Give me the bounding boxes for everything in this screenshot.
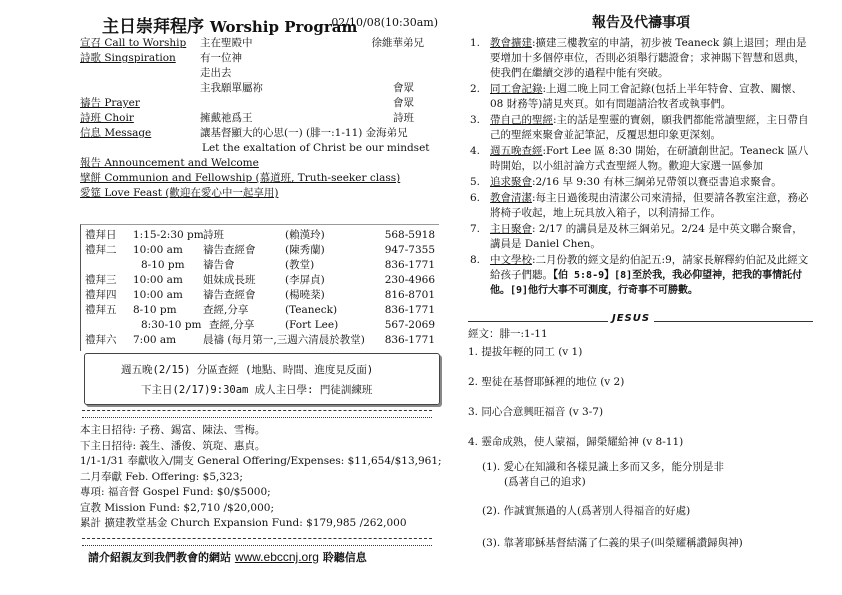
program-content: 讓基督顯大的心思(一) (腓一:1-11) 金海弟兄: [200, 127, 408, 139]
schedule-event: 查經,分享: [203, 304, 249, 316]
schedule-leader: (楊曉棻): [285, 289, 325, 301]
item-body: :2/16 早 9:30 有林三綱弟兄帶領以賽亞書追求聚會。: [532, 176, 782, 188]
schedule-event: 禱告查經會: [203, 244, 256, 256]
announcement-item: [468, 36, 813, 81]
program-item: 報告 Announcement and Welcome: [80, 157, 259, 169]
program-list: [80, 36, 438, 201]
schedule-row: [85, 333, 439, 347]
program-row: [80, 66, 438, 80]
program-item: 詩歌 Singspiration: [80, 52, 176, 64]
announcement-item: [468, 113, 813, 143]
sermon-point: 3. 同心合意興旺福音 (v 3-7): [468, 406, 604, 418]
sermon-subpoint: [482, 504, 690, 519]
schedule-time: 8:30-10 pm: [141, 319, 202, 331]
item-number: 4.: [470, 145, 481, 157]
subpoint-line: (爲著自己的追求): [504, 476, 586, 488]
item-heading: 主日聚會: [490, 223, 532, 235]
info-line: 下主日招待: 義生、潘俊、筑琁、惠貞。: [80, 439, 266, 452]
subpoint-line: (1). 愛心在知識和各樣見識上多而又多，能分別是非: [482, 461, 725, 473]
item-number: 2.: [470, 83, 481, 95]
announcement-item: [468, 144, 813, 174]
schedule-phone: 816-8701: [384, 289, 435, 301]
item-number: 6.: [470, 192, 481, 204]
schedule-day: 禮拜二: [85, 244, 117, 256]
announcement-item: [468, 222, 813, 252]
announcements-title: 報告及代禱事項: [592, 15, 690, 31]
schedule-row: [85, 228, 439, 242]
schedule-phone: 230-4966: [384, 274, 435, 286]
program-content: 有一位神: [200, 52, 242, 64]
program-item: 愛筵 Love Feast (歡迎在愛心中一起享用): [80, 187, 279, 199]
schedule-phone: 947-7355: [384, 244, 435, 256]
info-line: 專項: 福音督 Gospel Fund: $0/$5000;: [80, 486, 271, 498]
announcement-item: [468, 82, 813, 112]
program-row: [80, 81, 438, 95]
footer: [88, 549, 367, 565]
program-item: 禱告 Prayer: [80, 97, 140, 109]
announcement-list: [468, 36, 813, 299]
item-number: 3.: [470, 114, 481, 126]
program-content: 擁戴祂爲王: [200, 112, 253, 124]
item-heading: 同工會記錄: [490, 83, 543, 95]
program-row: [80, 96, 438, 110]
schedule-day: 禮拜六: [85, 334, 117, 346]
item-heading: 中文學校: [490, 254, 532, 266]
schedule-leader: (李屏貞): [285, 274, 325, 286]
item-body: :主的話是聖靈的寶劍，願我們都能常讀聖經，主日帶自己的聖經來聚會並記筆記，反覆思想印象更深刻。: [490, 114, 809, 141]
schedule-time: 8-10 pm: [141, 259, 185, 271]
subpoint-line: (3). 靠著耶穌基督結滿了仁義的果子(叫榮耀稱讚歸與神): [482, 537, 743, 549]
item-number: 5.: [470, 176, 481, 188]
item-body: :上週二晚上同工會記錄(包括上半年特會、宣教、關懷、08 財務等)請見夾頁。如有問題請洽牧者或執事們。: [490, 83, 803, 110]
sermon-subpoint: [482, 460, 724, 490]
program-person: 會眾: [393, 82, 414, 94]
info-line: 1/1-1/31 奉獻收入/開支 General Offering/Expenses: $11,654/$13,961;: [80, 455, 442, 467]
program-row: [80, 141, 438, 155]
program-row: [80, 186, 438, 200]
info-line: 累計 擴建教堂基金 Church Expansion Fund: $179,985 /262,000: [80, 517, 407, 529]
announcement-item: [468, 191, 813, 221]
program-row: [80, 111, 438, 125]
schedule-day: 禮拜四: [85, 289, 117, 301]
schedule-row: [85, 288, 439, 302]
schedule-leader: (Teaneck): [285, 304, 338, 316]
sermon-point: 4. 靈命成熟，使人蒙福，歸榮耀給神 (v 8-11): [468, 436, 684, 448]
item-number: 8.: [470, 254, 481, 266]
schedule-event: 禱告查經會: [203, 289, 256, 301]
sermon-outline: [468, 326, 813, 549]
program-item: 信息 Message: [80, 127, 152, 139]
program-item: 宣召 Call to Worship: [80, 37, 187, 49]
schedule-time: 10:00 am: [133, 274, 183, 286]
schedule-day: 禮拜五: [85, 304, 117, 316]
program-title-en: Worship Program: [209, 18, 358, 36]
item-body: :二月份教的經文是約伯記五:9，請家長解釋約伯記及此經文給孩子們聽。: [490, 254, 809, 281]
schedule-row: [85, 243, 439, 257]
program-content: 走出去: [200, 67, 232, 79]
schedule-time: 10:00 am: [133, 244, 183, 256]
jesus-label: JESUS: [608, 313, 654, 324]
schedule-row: [85, 258, 439, 272]
schedule-row: [85, 318, 439, 332]
item-heading: 教會擴建: [490, 37, 532, 49]
offering-info: [80, 423, 442, 532]
schedule-time: 10:00 am: [133, 289, 183, 301]
info-line: 本主日招待: 子務、錫富、陳法、雪梅。: [80, 424, 266, 436]
item-number: 1.: [470, 37, 481, 49]
schedule-row: [85, 273, 439, 287]
program-row: [80, 156, 438, 170]
item-heading: 帶自己的聖經: [490, 114, 553, 126]
weekly-schedule: [80, 224, 439, 351]
worship-program-section: [80, 12, 438, 201]
schedule-leader: (陳秀蘭): [285, 244, 325, 256]
schedule-phone: 568-5918: [384, 229, 435, 241]
decorative-divider: [82, 538, 432, 546]
info-line: 宣教 Mission Fund: $2,710 /$20,000;: [80, 501, 274, 514]
item-body: :擴建三樓教室的申請，初步被 Teaneck 鎮上退回；理由是要增加十多個停車位，否則必須舉行聽證會；求神賜下智慧和恩典，使我們在繼續交涉的過程中能有突破。: [490, 37, 807, 79]
schedule-time: 7:00 am: [133, 334, 177, 346]
footer-text: 聆聽信息: [322, 551, 367, 564]
schedule-day: 禮拜三: [85, 274, 117, 286]
item-body: : 2/17 的講員是及林三綱弟兄。2/24 是中英文聯合聚會，講員是 Daniel Chen。: [490, 223, 803, 250]
program-item: 詩班 Choir: [80, 112, 134, 124]
decorative-divider: [82, 410, 432, 418]
item-heading: 教會清潔: [490, 192, 532, 204]
sermon-scripture: 經文：腓一:1-11: [468, 328, 548, 340]
schedule-event: 晨禱 (每月第一,三週六清晨於教堂): [203, 334, 365, 346]
program-title-zh: 主日崇拜程序: [102, 17, 204, 37]
sermon-point: 1. 提拔年輕的同工 (v 1): [468, 346, 583, 358]
schedule-event: 查經,分享: [209, 319, 255, 331]
sermon-subpoint: [482, 536, 743, 551]
footer-text: 請介紹親友到我們教會的網站: [88, 551, 231, 564]
schedule-row: [85, 303, 439, 317]
schedule-event: 禱告會: [203, 259, 235, 271]
memory-verse: 【伯 5:8-9】[8]至於我，我必仰望神，把我的事情託付他。[9]他行大事不可測度，行奇事不可勝數。: [490, 270, 803, 296]
item-heading: 週五晚查經: [490, 145, 543, 157]
program-content-en: Let the exaltation of Christ be our mindset: [202, 142, 430, 154]
program-row: [80, 51, 438, 65]
program-content: 主我願單屬祢: [200, 82, 263, 94]
schedule-time: 8-10 pm: [133, 304, 177, 316]
program-row: [80, 171, 438, 185]
schedule-phone: 567-2069: [384, 319, 435, 331]
schedule-event: 詩班: [203, 229, 224, 241]
subpoint-line: (2). 作誠實無過的人(爲著別人得福音的好處): [482, 505, 691, 517]
schedule-leader: (賴漢玲): [285, 229, 325, 241]
schedule-phone: 836-1771: [384, 334, 435, 346]
program-person: 詩班: [393, 112, 414, 124]
announcement-item: [468, 253, 813, 298]
schedule-phone: 836-1771: [384, 259, 435, 271]
item-body: :Fort Lee 區 8:30 開始，在研讀創世記。Teaneck 區八時開始，以小組討論方式查聖經人物。歡迎大家選一區參加: [490, 145, 809, 172]
sermon-point: 2. 聖徒在基督耶穌裡的地位 (v 2): [468, 376, 625, 388]
notice-line: 下主日(2/17)9:30am 成人主日學: 門徒訓練班: [141, 384, 373, 396]
notice-line: 週五晚(2/15) 分區查經 (地點、時間、進度見反面): [121, 364, 374, 376]
schedule-event: 姐妹成長班: [203, 274, 256, 286]
website-link[interactable]: www.ebccnj.org: [234, 550, 319, 564]
announcement-item: [468, 175, 813, 190]
schedule-leader: (Fort Lee): [285, 319, 339, 331]
item-body: :每主日過後現由清潔公司來清掃，但要請各教室注意，務必將椅子收起，地上玩具放入箱子，以利清掃工作。: [490, 192, 809, 219]
schedule-phone: 836-1771: [384, 304, 435, 316]
program-row: [80, 126, 438, 140]
program-item: 擘餅 Communion and Fellowship (慕道班, Truth-seeker class): [80, 172, 401, 184]
info-line: 二月奉獻 Feb. Offering: $5,323;: [80, 470, 243, 483]
program-row: [80, 36, 438, 50]
schedule-leader: (教堂): [285, 259, 315, 271]
program-person: 徐維華弟兄: [371, 37, 424, 49]
program-title: [102, 12, 357, 37]
program-date: 02/10/08(10:30am): [331, 16, 438, 29]
item-number: 7.: [470, 223, 481, 235]
program-content: 主在聖殿中: [200, 37, 253, 49]
notice-box: [84, 353, 440, 405]
program-person: 會眾: [393, 97, 414, 109]
schedule-time: 1:15-2:30 pm: [133, 229, 204, 241]
item-heading: 追求聚會: [490, 176, 532, 188]
schedule-day: 禮拜日: [85, 229, 117, 241]
